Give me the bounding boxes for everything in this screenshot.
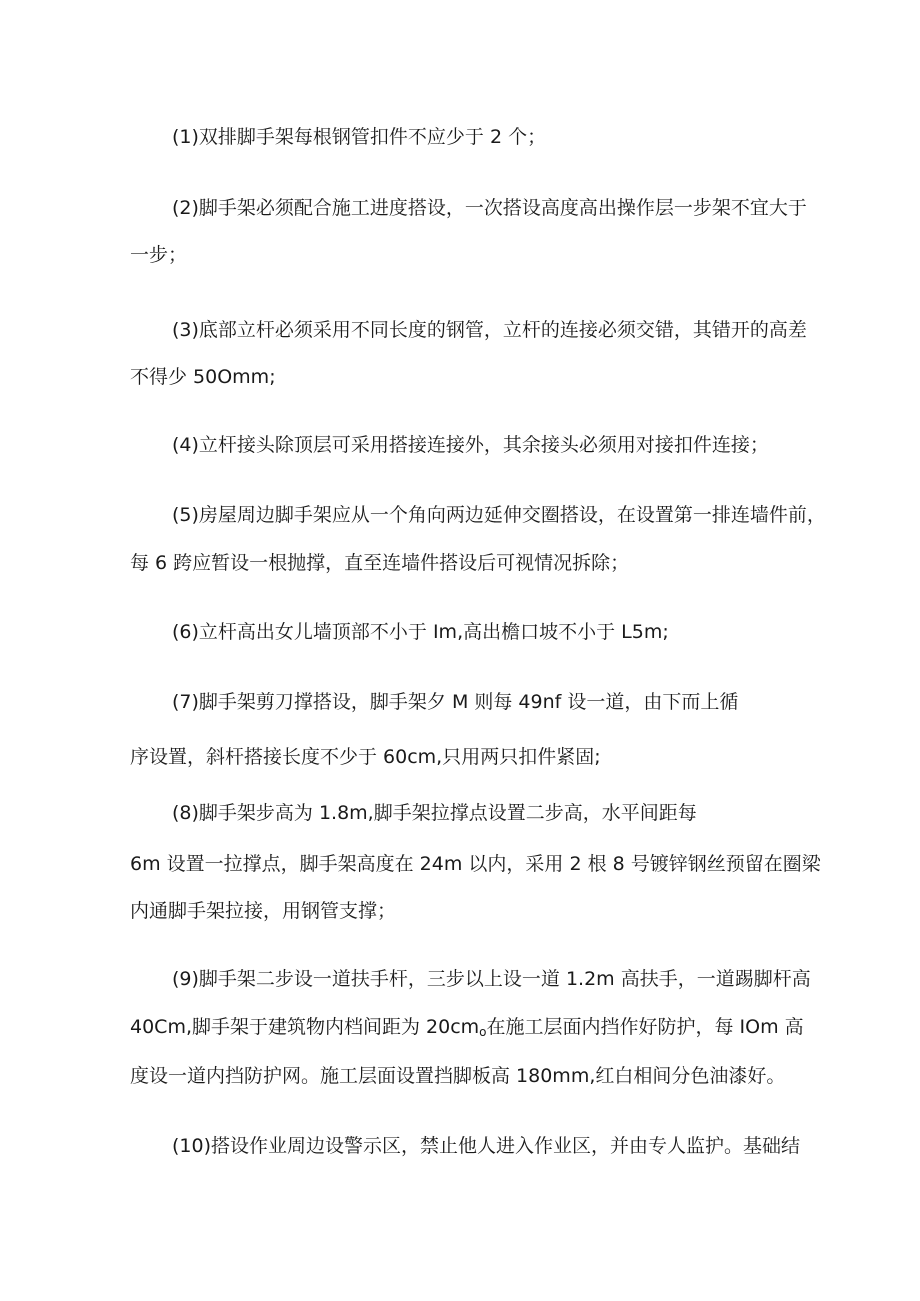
text-line-7: (5)房屋周边脚手架应从一个角向两边延伸交圈搭设，在设置第一排连墙件前， xyxy=(172,504,826,526)
text-line-9: (6)立杆高出女儿墙顶部不小于 Im,高出檐口坡不小于 L5m; xyxy=(172,621,669,643)
text-line-1: (1)双排脚手架每根钢管扣件不应少于 2 个； xyxy=(172,126,547,148)
text-line-6: (4)立杆接头除顶层可采用搭接连接外，其余接头必须用对接扣件连接； xyxy=(172,434,769,456)
text-line-10: (7)脚手架剪刀撑搭设，脚手架夕 M 则每 49nf 设一道，由下而上循 xyxy=(172,691,739,713)
text-line-4: (3)底部立杆必须采用不同长度的钢管，立杆的连接必须交错，其错开的高差 xyxy=(172,319,807,341)
text-line-17: 度设一道内挡防护网。施工层面设置挡脚板高 180mm,红白相间分色油漆好。 xyxy=(130,1065,786,1087)
text-line-18: (10)搭设作业周边设警示区，禁止他人进入作业区，并由专人监护。基础结 xyxy=(172,1135,801,1157)
text-line-11: 序设置，斜杆搭接长度不少于 60cm,只用两只扣件紧固; xyxy=(130,746,601,768)
text-line-12: (8)脚手架步高为 1.8m,脚手架拉撑点设置二步高，水平间距每 xyxy=(172,802,697,824)
text-line-14: 内通脚手架拉接，用钢管支撑； xyxy=(130,900,397,922)
text-line-16-subscript: o xyxy=(479,1025,487,1039)
text-line-16 xyxy=(130,1015,804,1041)
text-line-5: 不得少 50Omm; xyxy=(130,366,276,388)
text-line-8: 每 6 跨应暂设一根抛撑，直至连墙件搭设后可视情况拆除； xyxy=(130,552,630,574)
text-line-16-part-b: 在施工层面内挡作好防护，每 IOm 高 xyxy=(486,1016,804,1038)
text-line-2: (2)脚手架必须配合施工进度搭设，一次搭设高度高出操作层一步架不宜大于 xyxy=(172,197,807,219)
text-line-15: (9)脚手架二步设一道扶手杆，三步以上设一道 1.2m 高扶手，一道踢脚杆高 xyxy=(172,968,811,990)
text-line-3: 一步； xyxy=(130,244,188,266)
text-line-16-part-a: 40Cm,脚手架于建筑物内档间距为 20cm xyxy=(130,1016,480,1038)
text-line-13: 6m 设置一拉撑点，脚手架高度在 24m 以内，采用 2 根 8 号镀锌钢丝预留在圈梁 xyxy=(130,853,821,875)
